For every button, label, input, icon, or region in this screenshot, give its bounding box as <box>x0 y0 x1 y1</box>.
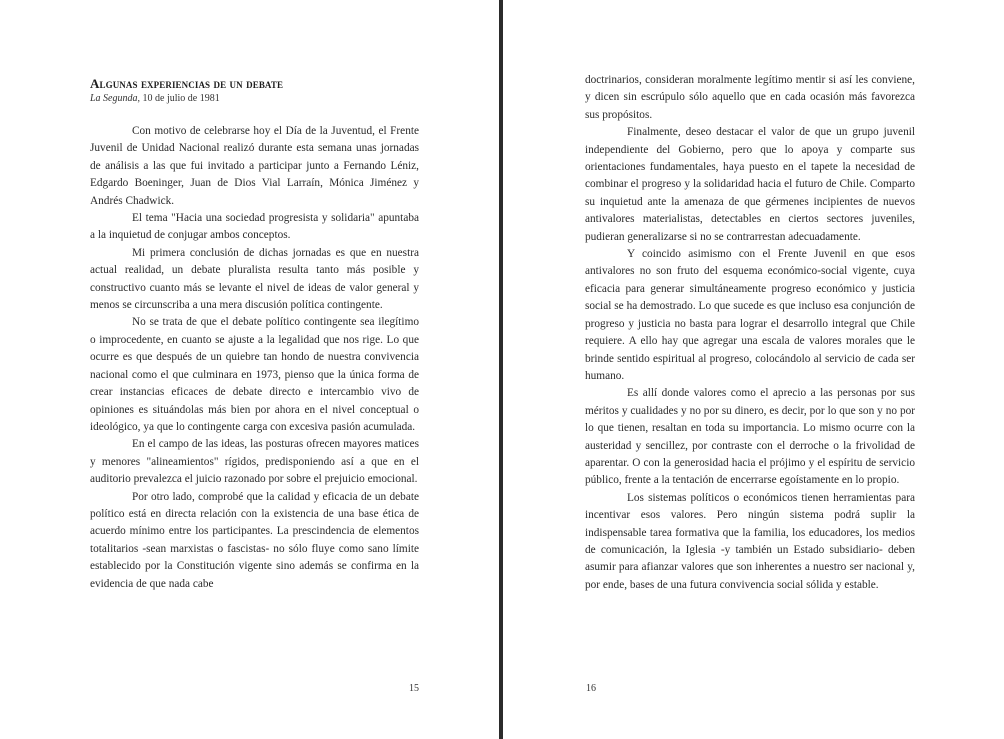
left-page <box>0 0 499 739</box>
right-page-body <box>585 72 915 594</box>
paragraph: Mi primera conclusión de dichas jornadas es que en nuestra actual realidad, un debate pluralista resulta tanto más posible y constructivo cuanto más se levante el nivel de ideas de valor general y menos se circunscriba a una mera discusión política contingente. <box>90 246 419 312</box>
paragraph-continuation: doctrinarios, consideran moralmente legítimo mentir si así les conviene, y dicen sin escrúpulo sólo aquello que en cada ocasión más favorezca sus propósitos. <box>585 74 915 121</box>
paragraph: No se trata de que el debate político contingente sea ilegítimo o improcedente, en cuanto se ajuste a la legalidad que nos rige. Lo que ocurre es que después de un quiebre tan hondo de nuestra convivencia nacional como el que culminara en 1973, pienso que la única forma de crear instancias eficaces de debate directo e intercambio vivo de opiniones es situándolas más bien por ahora en el nivel conceptual o ideológico, ya que lo contingente carga con excesiva pasión acumulada. <box>90 316 419 433</box>
paragraph: Es allí donde valores como el aprecio a las personas por sus méritos y cualidades y no por su dinero, es decir, por lo que son y no por lo que tienen, resaltan en toda su importancia. Lo mismo ocurre con la austeridad y sencillez, por contraste con el derroche o la frivolidad de aparentar. O con la generosidad hacia el prójimo y el espíritu de servicio público, frente a la tentación de encerrarse egoístamente en lo propio. <box>585 387 915 487</box>
left-page-body <box>90 123 419 593</box>
article-title: Algunas experiencias de un debate <box>90 76 284 91</box>
paragraph: Por otro lado, comprobé que la calidad y eficacia de un debate político está en directa relación con la existencia de una base ética de acuerdo mínimo entre los participantes. La prescindencia de elementos totalitarios -sean marxistas o fascistas- no sólo fluye como sano límite establecido por la Constitución vigente sino además se confirma en la evidencia de que nada cabe <box>90 490 419 590</box>
right-page <box>505 0 1004 739</box>
paragraph: Y coincido asimismo con el Frente Juvenil en que esos antivalores no son fruto del esquema económico-social vigente, cuya eficacia para generar simultáneamente progreso económico y justicia social se ha demostrado. Lo que sucede es que incluso esa conjunción de progreso y justicia no basta para lograr el desarrollo integral que Chile requiere. A ello hay que agregar una escala de valores morales que le brinde sentido espiritual al progreso, colocándolo al servicio de cada ser humano. <box>585 248 915 382</box>
page-number-left: 15 <box>409 683 419 694</box>
paragraph: Finalmente, deseo destacar el valor de que un grupo juvenil independiente del Gobierno, pero que lo apoya y comparte sus orientaciones fundamentales, haya puesto en el tapete la necesidad de combinar el progreso y la solidaridad hacia el futuro de Chile. Comparto su inquietud ante la amenaza de que gérmenes incipientes de nuevos antivalores materialistas, detectables en ciertos sectores juveniles, pudieran generalizarse si no se contrarrestan adecuadamente. <box>585 126 915 243</box>
page-number-right: 16 <box>586 683 596 694</box>
article-source <box>90 93 220 104</box>
paragraph: Con motivo de celebrarse hoy el Día de la Juventud, el Frente Juvenil de Unidad Nacional realizó durante esta semana unas jornadas de análisis a las que fui invitado a participar junto a Fernando Léniz, Edgardo Boeninger, Juan de Dios Vial Larraín, Mónica Jiménez y Andrés Chadwick. <box>90 125 419 207</box>
paragraph: En el campo de las ideas, las posturas ofrecen mayores matices y menores "alineamientos" rígidos, predisponiendo así a que en el auditorio prevalezca el juicio razonado por sobre el prejuicio emocional. <box>90 438 419 486</box>
source-publication: La Segunda, <box>90 93 140 104</box>
paragraph: El tema "Hacia una sociedad progresista y solidaria" apuntaba a la inquietud de conjugar ambos conceptos. <box>90 212 419 242</box>
page-divider <box>499 0 503 739</box>
source-date: 10 de julio de 1981 <box>140 93 220 104</box>
paragraph: Los sistemas políticos o económicos tienen herramientas para incentivar esos valores. Pero ningún sistema podrá suplir la indispensable tarea formativa que la familia, los educadores, los medios de comunicación, la Iglesia -y también un Estado subsidiario- deben asumir para afianzar valores que son inherentes a nuestro ser nacional y, por ende, bases de una futura convivencia social sólida y estable. <box>585 491 915 591</box>
